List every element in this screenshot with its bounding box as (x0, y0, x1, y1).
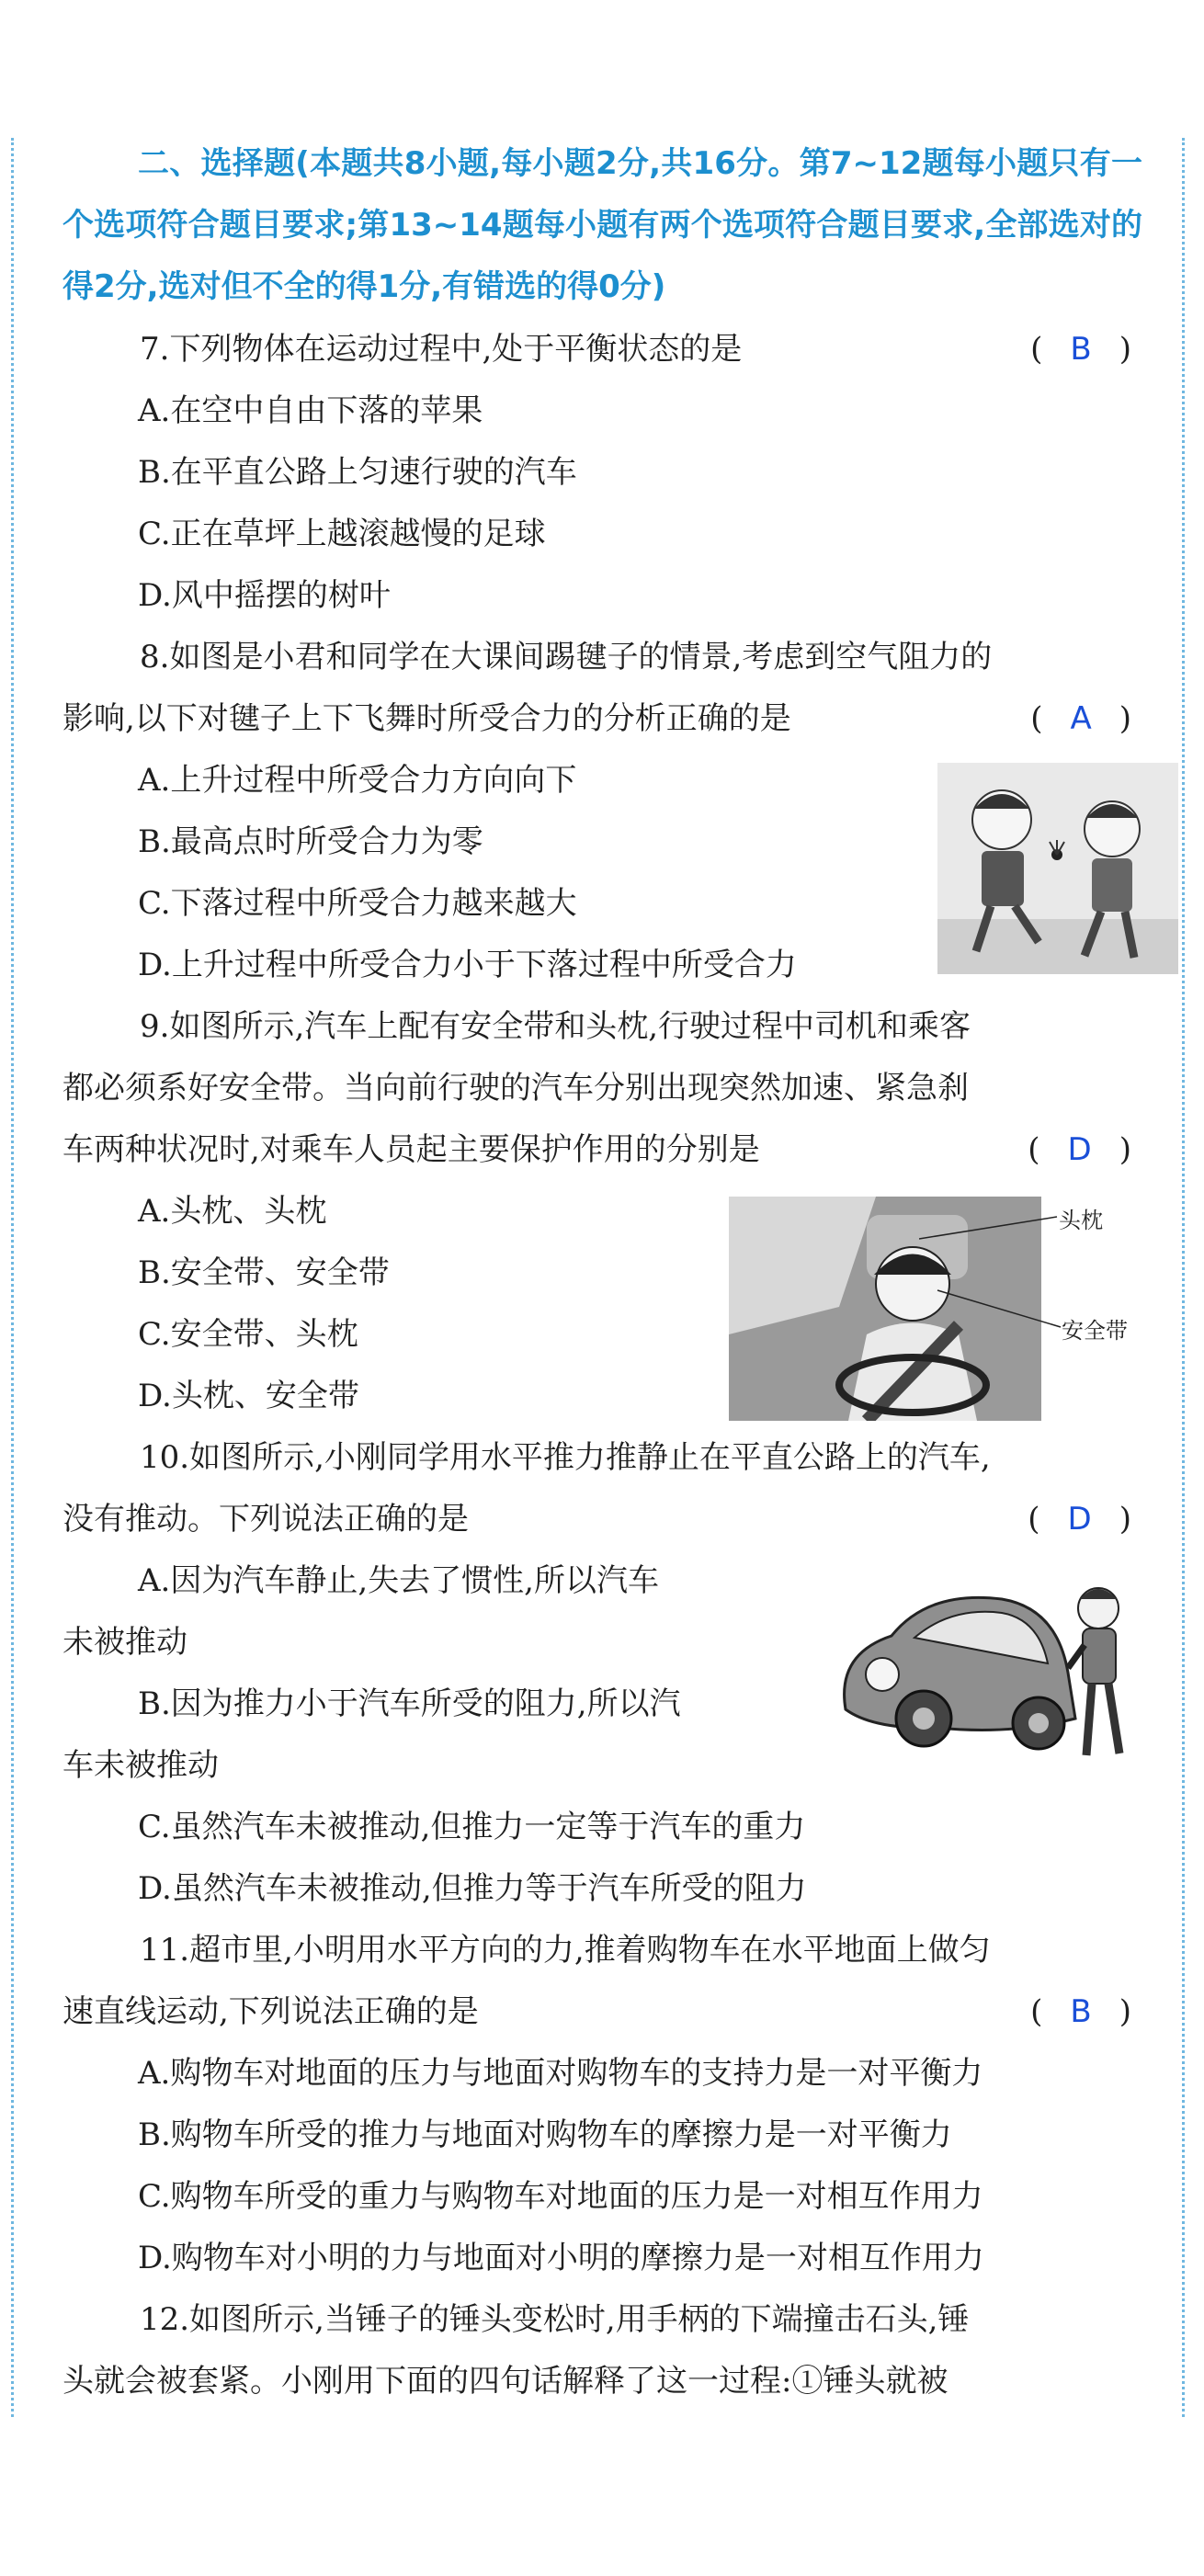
question-8-answer: ( A ) (1030, 700, 1131, 737)
question-8-stem-line1: 8.如图是小君和同学在大课间踢毽子的情景,考虑到空气阻力的 (140, 639, 993, 675)
q9-option-a: A.头枕、头枕 (138, 1193, 327, 1230)
question-12-stem-line2: 头就会被套紧。小刚用下面的四句话解释了这一过程:①锤头就被 (62, 2363, 948, 2400)
question-9-stem-line1: 9.如图所示,汽车上配有安全带和头枕,行驶过程中司机和乘客 (140, 1008, 971, 1045)
question-11-answer: ( B ) (1030, 1993, 1131, 2030)
q11-option-d: D.购物车对小明的力与地面对小明的摩擦力是一对相互作用力 (138, 2240, 984, 2276)
seatbelt-label: 安全带 (1062, 1318, 1128, 1344)
q8-option-b: B.最高点时所受合力为零 (138, 823, 483, 860)
question-7-stem: 7.下列物体在运动过程中,处于平衡状态的是 ( B ) (140, 331, 1131, 368)
question-10-answer: ( D ) (1028, 1501, 1131, 1538)
q7-option-a: A.在空中自由下落的苹果 (138, 392, 483, 429)
question-11-stem-line2: 速直线运动,下列说法正确的是 ( B ) (62, 1993, 1131, 2030)
question-12-stem-line1: 12.如图所示,当锤子的锤头变松时,用手柄的下端撞击石头,锤 (140, 2301, 970, 2338)
q9-option-c: C.安全带、头枕 (138, 1316, 358, 1353)
q11-option-b: B.购物车所受的推力与地面对购物车的摩擦力是一对平衡力 (138, 2116, 952, 2153)
q10-option-b-line1: B.因为推力小于汽车所受的阻力,所以汽 (138, 1685, 681, 1722)
q8-option-a: A.上升过程中所受合力方向向下 (138, 762, 577, 799)
q10-option-d: D.虽然汽车未被推动,但推力等于汽车所受的阻力 (138, 1870, 807, 1907)
question-8-stem-line2: 影响,以下对毽子上下飞舞时所受合力的分析正确的是 ( A ) (62, 700, 1131, 737)
headrest-label: 头枕 (1059, 1208, 1103, 1233)
q11-option-a: A.购物车对地面的压力与地面对购物车的支持力是一对平衡力 (138, 2055, 983, 2092)
figure-label-pointers (919, 1213, 1066, 1333)
q11-option-c: C.购物车所受的重力与购物车对地面的压力是一对相互作用力 (138, 2178, 983, 2215)
question-9-answer: ( D ) (1028, 1131, 1131, 1168)
left-dotted-border (11, 138, 14, 2417)
section-header: 二、选择题(本题共8小题,每小题2分,共16分。第7~12题每小题只有一个选项符合题目要求;第13~14题每小题有两个选项符合题目要求,全部选对的得2分,选对但不全的得1分,有错选的得0分) (62, 145, 1142, 305)
q8-option-c: C.下落过程中所受合力越来越大 (138, 885, 577, 922)
q7-option-b: B.在平直公路上匀速行驶的汽车 (138, 454, 577, 491)
q9-option-d: D.头枕、安全带 (138, 1378, 359, 1414)
q7-option-d: D.风中摇摆的树叶 (138, 577, 391, 614)
q10-option-a-line1: A.因为汽车静止,失去了惯性,所以汽车 (138, 1562, 659, 1599)
q9-option-b: B.安全带、安全带 (138, 1254, 390, 1291)
q8-option-d: D.上升过程中所受合力小于下落过程中所受合力 (138, 947, 797, 983)
q10-option-c: C.虽然汽车未被推动,但推力一定等于汽车的重力 (138, 1809, 806, 1845)
right-dotted-border (1182, 138, 1185, 2417)
boy-pushing-car-figure (827, 1572, 1140, 1769)
shuttlecock-kids-figure (937, 763, 1178, 974)
question-9-stem-line3: 车两种状况时,对乘车人员起主要保护作用的分别是 ( D ) (62, 1131, 1131, 1168)
question-7-answer: ( B ) (1030, 331, 1131, 368)
question-10-stem-line2: 没有推动。下列说法正确的是 ( D ) (62, 1501, 1131, 1538)
question-11-stem-line1: 11.超市里,小明用水平方向的力,推着购物车在水平地面上做匀 (140, 1932, 991, 1969)
q10-option-a-line2: 未被推动 (62, 1624, 187, 1661)
q10-option-b-line2: 车未被推动 (62, 1747, 219, 1784)
question-9-stem-line2: 都必须系好安全带。当向前行驶的汽车分别出现突然加速、紧急刹 (62, 1070, 969, 1106)
question-10-stem-line1: 10.如图所示,小刚同学用水平推力推静止在平直公路上的汽车, (140, 1439, 991, 1476)
q7-option-c: C.正在草坪上越滚越慢的足球 (138, 516, 546, 552)
